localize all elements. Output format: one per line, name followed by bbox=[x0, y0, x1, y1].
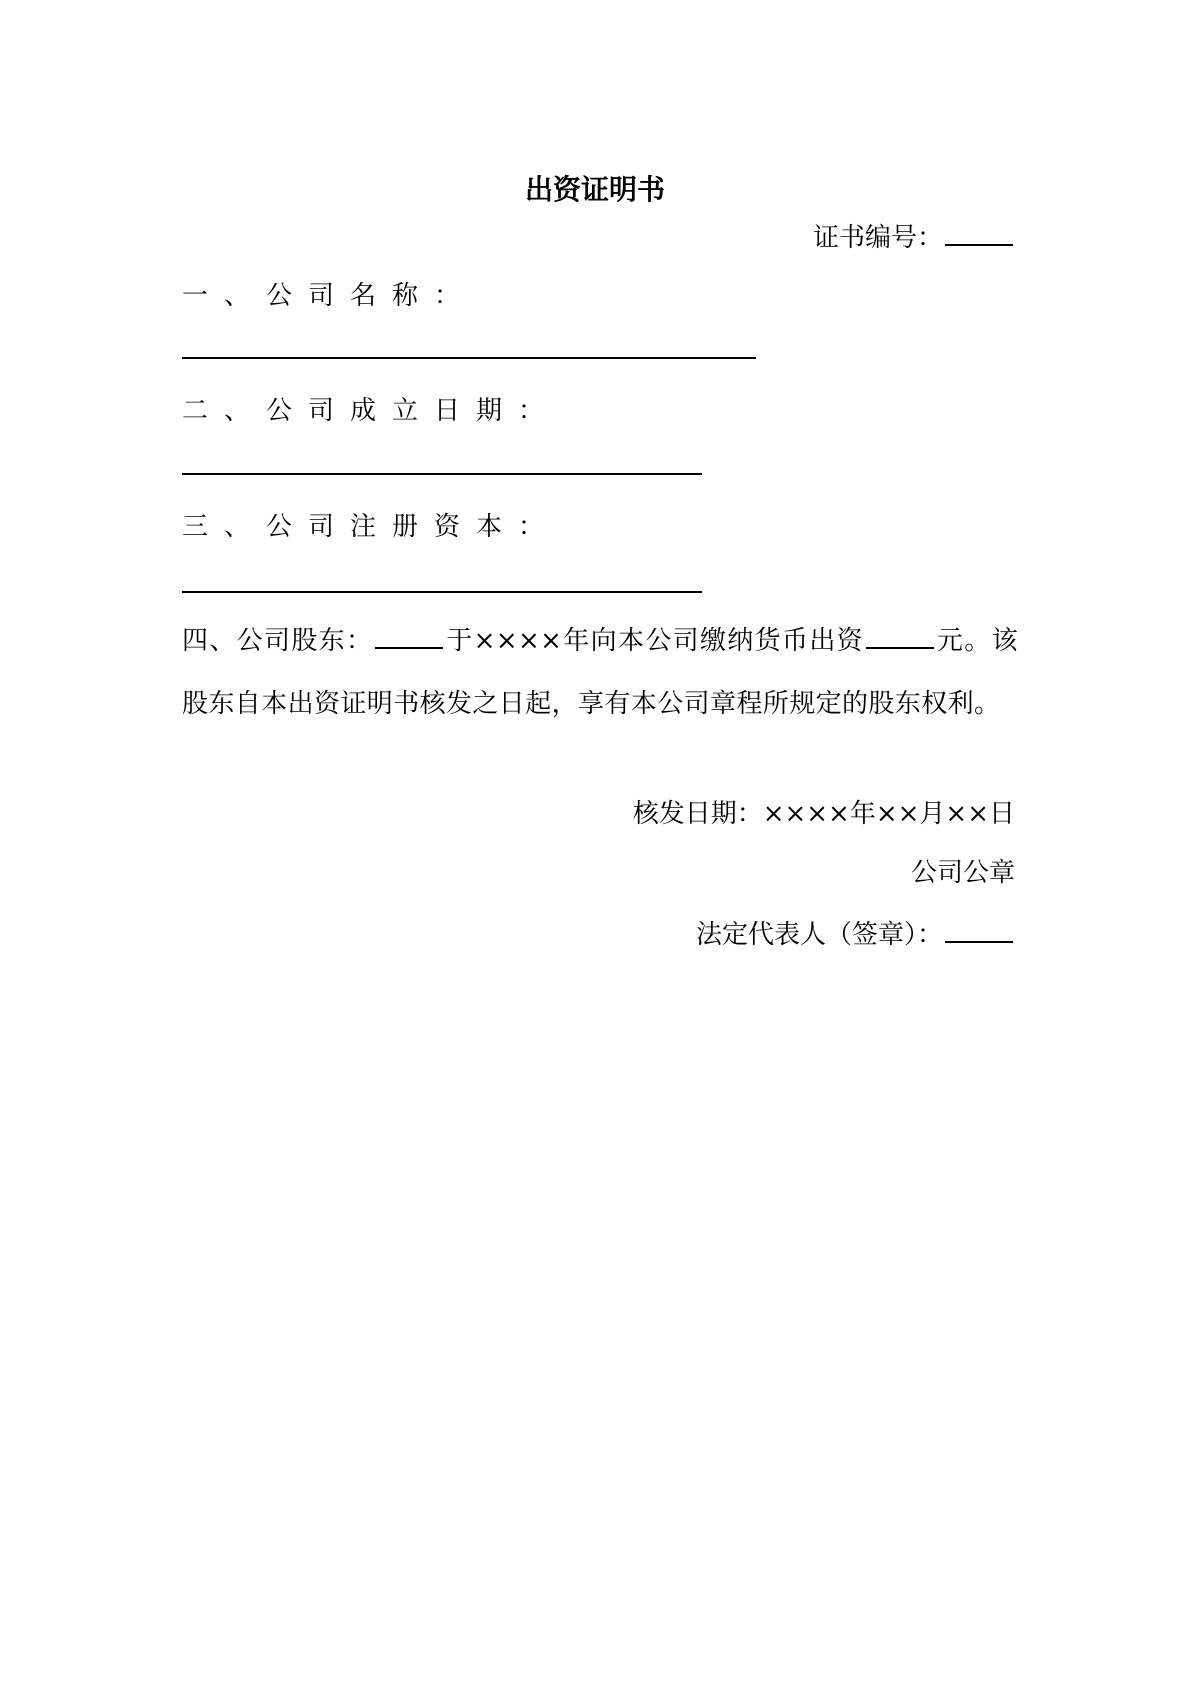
shareholder-name-blank[interactable] bbox=[375, 619, 443, 649]
certificate-number-blank[interactable] bbox=[945, 216, 1013, 246]
registered-capital-label: 三、公司注册资本： bbox=[182, 512, 561, 542]
document-title: 出资证明书 bbox=[524, 173, 665, 206]
legal-representative-line bbox=[696, 913, 1015, 953]
contribution-amount-blank[interactable] bbox=[866, 619, 934, 649]
legal-representative-label: 法定代表人（签章）： bbox=[695, 920, 943, 950]
shareholder-suffix: 元。该股东自本出资证明书核发之日起，享有本公司章程所规定的股东权利。 bbox=[182, 626, 1019, 719]
established-date-label: 二、公司成立日期： bbox=[182, 396, 561, 426]
issue-date: 核发日期：××××年××月××日 bbox=[632, 799, 1015, 829]
legal-representative-signature-blank[interactable] bbox=[945, 913, 1013, 943]
shareholder-prefix: 四、公司股东： bbox=[182, 626, 374, 656]
shareholder-middle: 于××××年向本公司缴纳货币出资 bbox=[445, 626, 864, 656]
established-date-blank[interactable] bbox=[182, 473, 702, 475]
company-name-label: 一、公司名称： bbox=[182, 281, 477, 311]
certificate-number-line bbox=[813, 216, 1015, 256]
shareholder-paragraph bbox=[182, 610, 1018, 736]
certificate-number-label: 证书编号： bbox=[812, 223, 943, 253]
company-name-blank[interactable] bbox=[182, 357, 756, 359]
company-seal-label: 公司公章 bbox=[910, 858, 1015, 888]
registered-capital-blank[interactable] bbox=[182, 591, 702, 593]
